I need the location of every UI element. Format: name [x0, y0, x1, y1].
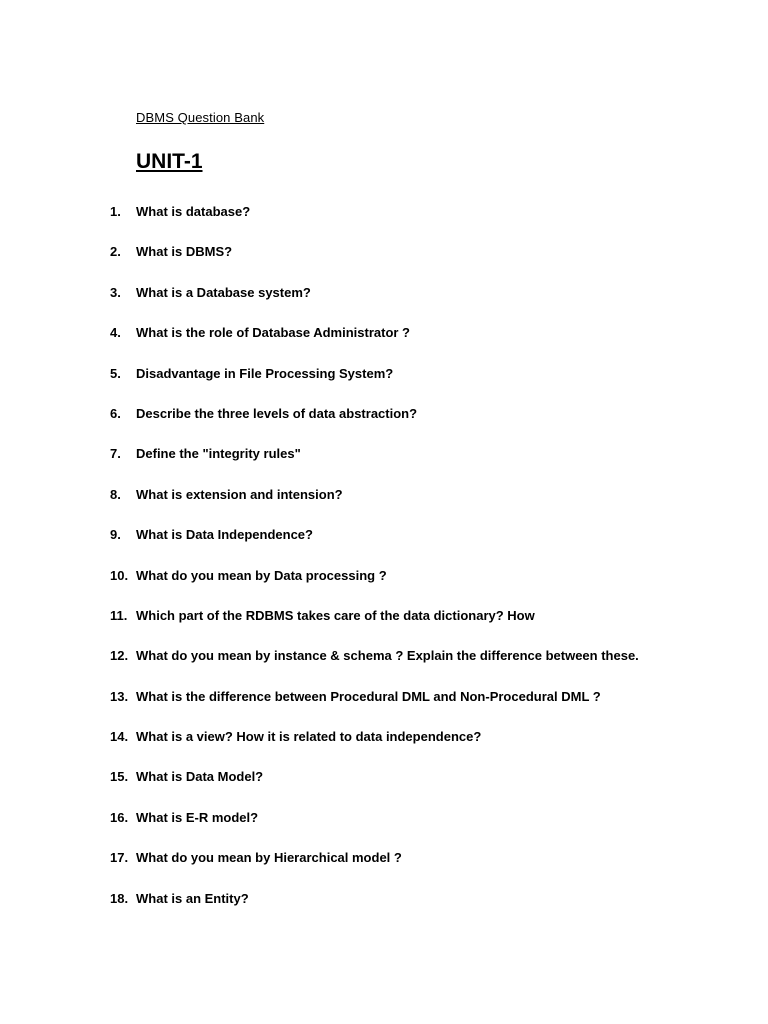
- question-number: 16.: [110, 809, 129, 825]
- question-text: What is DBMS?: [136, 244, 233, 260]
- question-text: What is the difference between Procedural DML and Non-Procedural DML ?: [136, 688, 601, 704]
- question-item: [110, 608, 750, 648]
- question-number: 7.: [110, 446, 121, 462]
- question-item: [110, 689, 750, 729]
- question-list: [110, 204, 750, 931]
- question-text: What do you mean by Hierarchical model ?: [136, 850, 402, 866]
- question-item: [110, 850, 750, 890]
- question-text: Define the "integrity rules": [136, 446, 301, 462]
- question-text: What is Data Independence?: [136, 527, 313, 543]
- question-text: What is an Entity?: [136, 890, 249, 906]
- question-item: [110, 769, 750, 809]
- question-item: [110, 487, 750, 527]
- question-number: 5.: [110, 365, 121, 381]
- question-item: [110, 446, 750, 486]
- question-number: 18.: [110, 890, 129, 906]
- question-text: What do you mean by instance & schema ? Explain the difference between these.: [136, 648, 639, 664]
- question-text: What is E-R model?: [136, 809, 259, 825]
- question-text: What is a Database system?: [136, 284, 311, 300]
- question-number: 2.: [110, 244, 121, 260]
- question-number: 12.: [110, 648, 129, 664]
- question-number: 3.: [110, 284, 121, 300]
- question-item: [110, 527, 750, 567]
- question-item: [110, 204, 750, 244]
- question-item: [110, 325, 750, 365]
- question-text: What do you mean by Data processing ?: [136, 567, 387, 583]
- question-item: [110, 285, 750, 325]
- question-item: [110, 244, 750, 284]
- unit-heading: UNIT-1: [136, 150, 203, 173]
- question-text: What is extension and intension?: [136, 486, 343, 502]
- question-item: [110, 648, 750, 688]
- question-number: 6.: [110, 405, 121, 421]
- question-item: [110, 366, 750, 406]
- question-number: 14.: [110, 729, 129, 745]
- question-text: What is Data Model?: [136, 769, 264, 785]
- question-number: 17.: [110, 850, 129, 866]
- question-item: [110, 568, 750, 608]
- question-number: 4.: [110, 325, 121, 341]
- question-number: 10.: [110, 567, 129, 583]
- question-text: What is database?: [136, 204, 251, 219]
- question-item: [110, 891, 750, 931]
- document-title: DBMS Question Bank: [136, 110, 265, 125]
- question-number: 8.: [110, 486, 121, 502]
- question-number: 1.: [110, 204, 121, 219]
- question-item: [110, 810, 750, 850]
- question-text: What is a view? How it is related to data independence?: [136, 729, 482, 745]
- question-item: [110, 406, 750, 446]
- question-number: 15.: [110, 769, 129, 785]
- question-text: Describe the three levels of data abstraction?: [136, 405, 418, 421]
- question-number: 11.: [110, 607, 128, 623]
- question-text: Disadvantage in File Processing System?: [136, 365, 394, 381]
- question-text: Which part of the RDBMS takes care of the data dictionary? How: [136, 607, 535, 623]
- question-number: 13.: [110, 688, 129, 704]
- question-number: 9.: [110, 527, 121, 543]
- question-item: [110, 729, 750, 769]
- question-text: What is the role of Database Administrator ?: [136, 325, 411, 341]
